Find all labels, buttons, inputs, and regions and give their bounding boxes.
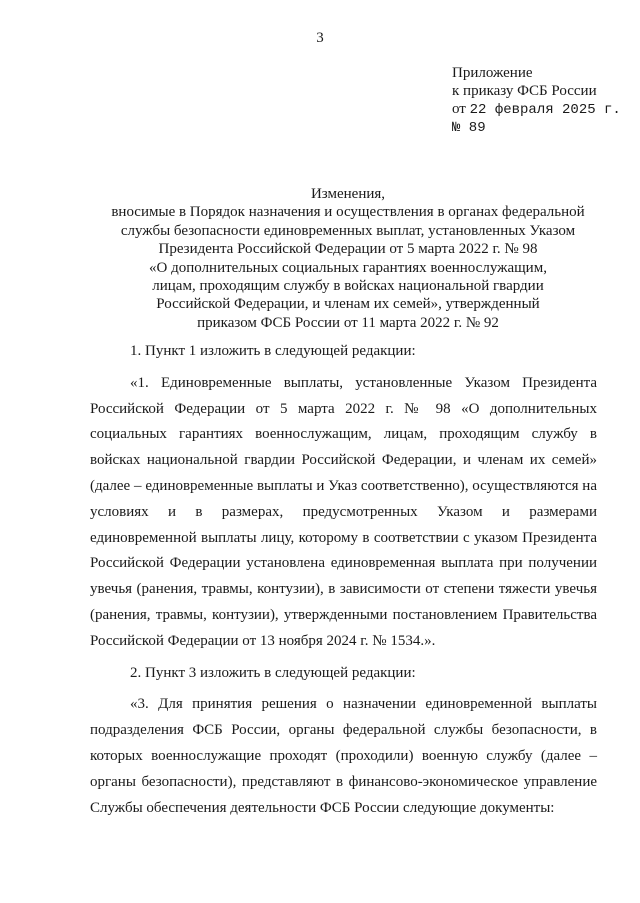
paragraph-item-3-text: «3. Для принятия решения о назначении единовременной выплаты подразделения ФСБ России, органы федеральной службы безопасности, в которых военнослужащие проходят (проходили) военную службу (далее – органы безопасности), представляют в финансово-экономическое управление Службы обеспечения деятельности ФСБ России следующие документы: — [90, 696, 597, 816]
appendix-block — [452, 64, 621, 137]
heading-line: приказом ФСБ России от 11 марта 2022 г. № 92 — [197, 314, 499, 331]
paragraph-item-1: 1. Пункт 1 изложить в следующей редакции: — [130, 343, 416, 359]
heading-line: Российской Федерации, и членам их семей», утвержденный — [156, 296, 540, 313]
heading-title: Изменения, — [310, 186, 386, 202]
document-body — [90, 339, 597, 821]
appendix-date-prefix: от — [452, 101, 470, 117]
heading-line: «О дополнительных социальных гарантиях военнослужащим, — [149, 259, 547, 276]
appendix-date-line — [452, 100, 621, 119]
document-heading — [90, 185, 606, 332]
heading-line: вносимые в Порядок назначения и осуществления в органах федеральной — [111, 204, 585, 221]
heading-line: лицам, проходящим службу в войсках национальной гвардии — [152, 278, 544, 295]
appendix-order-ref: к приказу ФСБ России — [452, 83, 597, 99]
appendix-title: Приложение — [452, 65, 533, 81]
paragraph-item-1-text: «1. Единовременные выплаты, установленные Указом Президента Российской Федерации от 5 марта 2022 г. № 98 «О дополнительных социальных гарантиях военнослужащим, лицам, проходящим службу в войсках национальной гвардии Российской Федерации, и членам их семей» (далее – единовременные выплаты и Указ соответственно), осуществляются на условиях и в размерах, предусмотренных Указом и размерами единовременной выплаты лицу, которому в соответствии с указом Президента Российской Федерации установлена единовременная выплата при получении увечья (ранения, травмы, контузии), в зависимости от степени тяжести увечья (ранения, травмы, контузии), утвержденными постановлением Правительства Российской Федерации от 13 ноября 2024 г. № 1534.». — [90, 374, 597, 649]
paragraph-item-2: 2. Пункт 3 изложить в следующей редакции: — [130, 664, 416, 681]
heading-line: службы безопасности единовременных выплат, установленных Указом — [120, 222, 576, 239]
appendix-number: № 89 — [452, 120, 486, 136]
appendix-date: 22 февраля 2025 г. — [469, 102, 621, 118]
page-number: 3 — [316, 30, 324, 46]
heading-line: Президента Российской Федерации от 5 марта 2022 г. № 98 — [158, 241, 538, 258]
